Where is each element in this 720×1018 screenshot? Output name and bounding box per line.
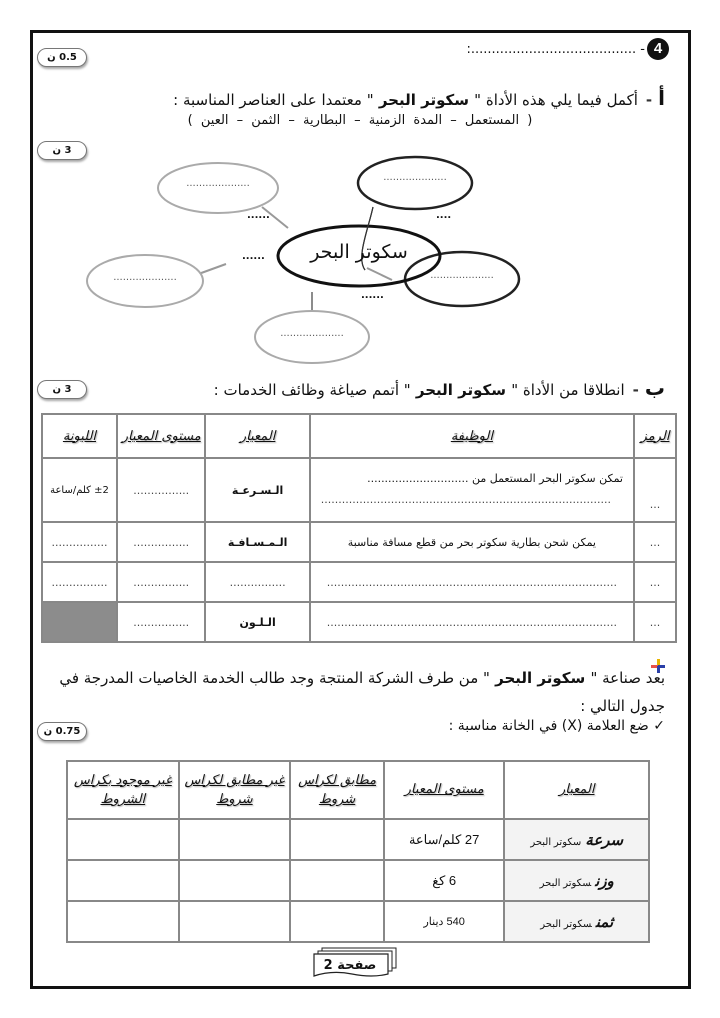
cell-level[interactable]: ................: [117, 522, 206, 562]
node-top-right-text[interactable]: ....................: [383, 172, 447, 183]
cell-not-matching-checkbox[interactable]: [179, 860, 291, 901]
cell-function[interactable]: ...................................................................................: [310, 562, 634, 602]
score-badge-exercise: 0.5 ن: [37, 48, 87, 67]
cell-level: 540 دينار: [384, 901, 505, 942]
function-line-2: ...................................................................................: [320, 493, 611, 506]
header-level: مستوى المعيار: [117, 414, 206, 458]
criterion-keyword: وزن: [595, 872, 614, 890]
part-a-elements-list: ( المستعمل – المدة الزمنية – البطارية – الثمن – العين ): [187, 113, 533, 128]
header-level: مستوى المعيار: [384, 761, 505, 819]
part-c-task: ✓ ضع العلامة (X) في الخانة مناسبة :: [448, 718, 665, 734]
cell-code[interactable]: ...: [634, 602, 676, 642]
cell-criterion: [504, 860, 649, 901]
criterion-subject: سكوتر البحر: [530, 836, 582, 848]
cell-not-matching-checkbox[interactable]: [179, 901, 291, 942]
cell-flexibility: ±2 كلم/ساعة: [42, 458, 117, 522]
part-b-tool-name: سكوتر البحر: [410, 381, 512, 399]
header-criterion: المعيار: [504, 761, 649, 819]
node-left-text[interactable]: ....................: [113, 272, 177, 283]
part-a-dash: -: [645, 91, 653, 109]
part-a-instruction: [173, 86, 665, 110]
part-b-text-pre: انطلاقا من الأداة ": [511, 381, 625, 399]
cell-not-present-checkbox[interactable]: [67, 819, 179, 860]
table-row: [67, 901, 649, 942]
cell-not-matching-checkbox[interactable]: [179, 819, 291, 860]
cell-criterion: [504, 819, 649, 860]
score-badge-part-b: 3 ن: [37, 380, 87, 399]
part-b-dash: -: [632, 381, 639, 399]
center-node-label: سكوتر البحر: [310, 241, 408, 263]
table-header-row: [67, 761, 649, 819]
cell-criterion: [504, 901, 649, 942]
cell-level[interactable]: ................: [117, 458, 206, 522]
cell-function: يمكن شحن بطارية سكوتر بحر من قطع مسافة مناسبة: [310, 522, 634, 562]
link-label-top-left[interactable]: ......: [247, 210, 270, 221]
node-right-text[interactable]: ....................: [430, 270, 494, 281]
cell-matching-checkbox[interactable]: [290, 901, 384, 942]
cell-matching-checkbox[interactable]: [290, 819, 384, 860]
table-row: [42, 458, 676, 522]
cell-level: 6 كغ: [384, 860, 505, 901]
cell-function[interactable]: ...................................................................................: [310, 602, 634, 642]
cell-function[interactable]: [310, 458, 634, 522]
header-not-matching: غير مطابق لكراس شروط: [179, 761, 291, 819]
score-badge-part-c: 0.75 ن: [37, 722, 87, 741]
table-row: [42, 602, 676, 642]
header-matching: مطابق لكراس شروط: [290, 761, 384, 819]
cell-code[interactable]: ...: [634, 562, 676, 602]
node-bottom-text[interactable]: ....................: [280, 328, 344, 339]
exercise-number-badge: 4: [647, 38, 669, 60]
table-header-row: [42, 414, 676, 458]
criterion-keyword: سرعة: [585, 831, 624, 849]
header-function: الوظيفة: [310, 414, 634, 458]
function-line-1: تمكن سكوتر البحر المستعمل من .............................: [367, 472, 623, 486]
table-row: [42, 562, 676, 602]
part-c-text-post: " من طرف الشركة المنتجة وجد طالب الخدمة الخاصيات المدرجة في جدول التالي :: [59, 669, 665, 715]
part-c-tool-name: سكوتر البحر: [489, 669, 591, 687]
page-number-label: صفحة 2: [323, 958, 377, 973]
score-badge-part-a: 3 ن: [37, 141, 87, 160]
header-not-present: غير موجود بكراس الشروط: [67, 761, 179, 819]
criterion-keyword: ثمن: [595, 913, 614, 931]
criterion-subject: سكوتر البحر: [539, 877, 592, 889]
table-row: [67, 860, 649, 901]
part-a-tool-name: سكوتر البحر: [373, 91, 475, 109]
cell-code[interactable]: ...: [634, 522, 676, 562]
cell-not-present-checkbox[interactable]: [67, 860, 179, 901]
part-b-instruction: [214, 376, 665, 400]
cell-criterion: الـمـسـافـة: [205, 522, 309, 562]
link-label-top-right[interactable]: ....: [436, 210, 452, 221]
node-top-left-text[interactable]: ....................: [186, 178, 250, 189]
conformity-table: [66, 760, 650, 943]
cell-criterion[interactable]: ................: [205, 562, 309, 602]
link-label-left[interactable]: ......: [242, 251, 265, 262]
cell-level: 27 كلم/ساعة: [384, 819, 505, 860]
services-functions-table: [41, 413, 677, 643]
part-b-text-post: " أتمم صياغة وظائف الخدمات :: [213, 381, 411, 399]
criterion-subject: سكوتر البحر: [540, 918, 592, 930]
exercise-title-placeholder: - ........................................:: [466, 42, 645, 57]
cell-code[interactable]: ...: [634, 458, 676, 522]
node-top-right-ellipse: [358, 157, 472, 209]
part-c-text-pre: بعد صناعة ": [590, 669, 665, 687]
part-a-letter: أ: [658, 86, 665, 110]
part-c-intro: [50, 664, 665, 720]
cell-flexibility[interactable]: ................: [42, 562, 117, 602]
cell-criterion: الـسـرعـة: [205, 458, 309, 522]
table-row: [42, 522, 676, 562]
part-a-text-pre: أكمل فيما يلي هذه الأداة ": [474, 91, 638, 109]
cell-not-present-checkbox[interactable]: [67, 901, 179, 942]
link-label-bottom[interactable]: ......: [361, 290, 384, 301]
part-a-text-post: " معتمدا على العناصر المناسبة :: [173, 91, 374, 109]
cell-matching-checkbox[interactable]: [290, 860, 384, 901]
part-b-letter: ب: [644, 376, 665, 400]
cell-flexibility[interactable]: ................: [42, 522, 117, 562]
cell-level[interactable]: ................: [117, 602, 206, 642]
cell-criterion: الـلـون: [205, 602, 309, 642]
header-flexibility: الليونة: [42, 414, 117, 458]
table-row: [67, 819, 649, 860]
connector-right: [367, 268, 392, 280]
header-criterion: المعيار: [205, 414, 309, 458]
cell-level[interactable]: ................: [117, 562, 206, 602]
cell-flexibility-shaded: [42, 602, 117, 642]
header-code: الرمز: [634, 414, 676, 458]
